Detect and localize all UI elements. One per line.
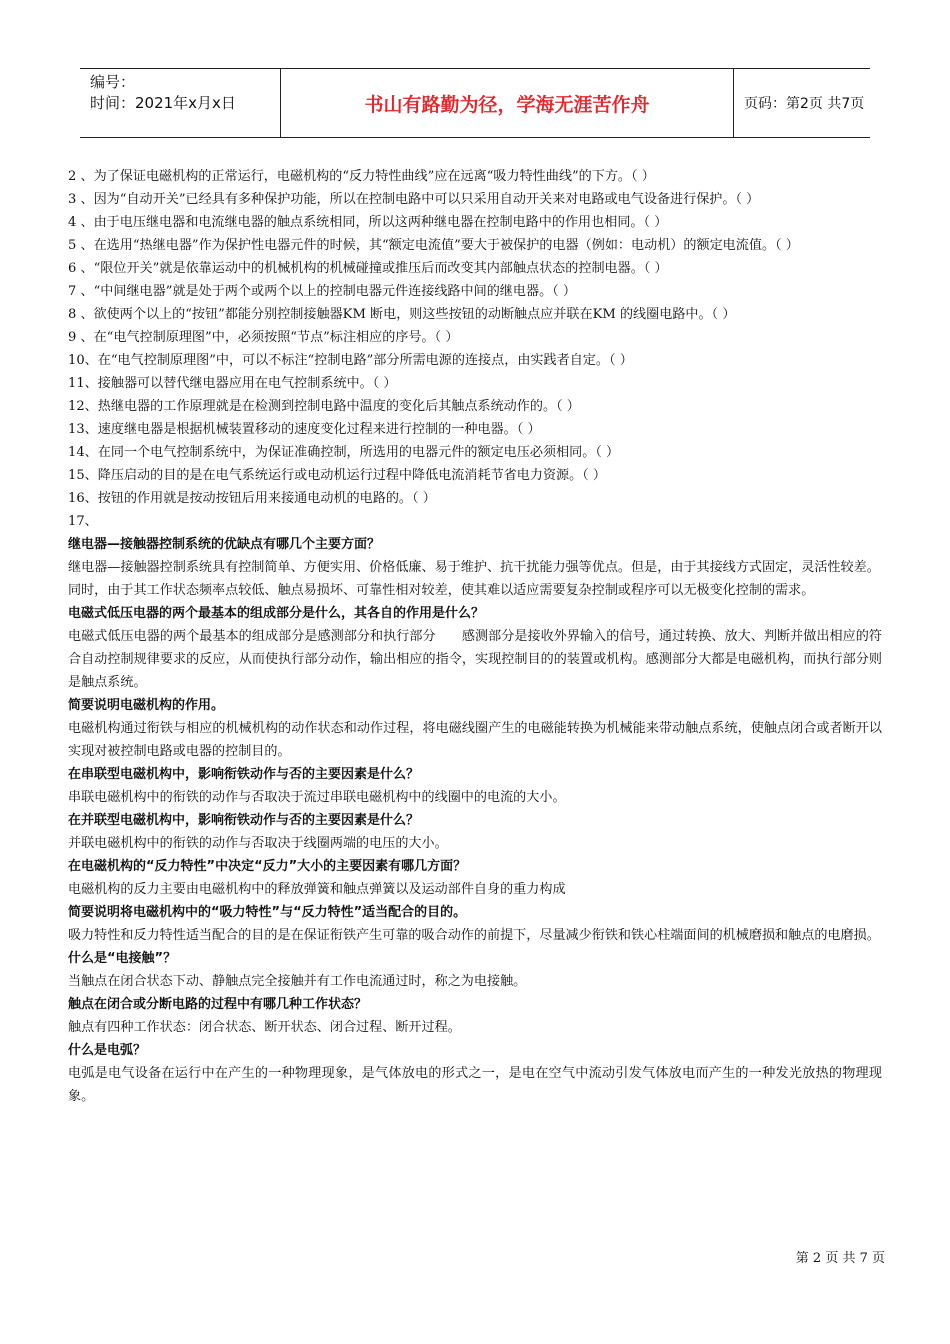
statement-5: 5 、在选用“热继电器”作为保护性电器元件的时候，其“额定电流值”要大于被保护的电器（例如：电动机）的额定电流值。（ ）: [68, 238, 799, 253]
question-heading: 什么是电弧？: [68, 1043, 147, 1058]
statement-6: 6 、“限位开关”就是依靠运动中的机械机构的机械碰撞或推压后而改变其内部触点状态的控制电器。（ ）: [68, 261, 668, 276]
answer-paragraph: 吸力特性和反力特性适当配合的目的是在保证衔铁产生可靠的吸合动作的前提下，尽量减少衔铁和铁心柱端面间的机械磨损和触点的电磨损。: [68, 928, 880, 943]
answer-paragraph: 电磁机构通过衔铁与相应的机械机构的动作状态和动作过程，将电磁线圈产生的电磁能转换为机械能来带动触点系统，使触点闭合或者断开以实现对被控制电路或电器的控制目的。: [68, 721, 882, 759]
answer-paragraph: 当触点在闭合状态下动、静触点完全接触并有工作电流通过时，称之为电接触。: [68, 974, 527, 989]
answer-paragraph: 同时，由于其工作状态频率点较低、触点易损坏、可靠性相对较差，使其难以适应需要复杂控制或程序可以无极变化控制的需求。: [68, 583, 815, 598]
statement-12: 12、热继电器的工作原理就是在检测到控制电路中温度的变化后其触点系统动作的。（ ）: [68, 399, 580, 414]
document-body: [68, 165, 882, 1108]
header-motto: 书山有路勤为径，学海无涯苦作舟: [280, 69, 734, 137]
question-heading: 在电磁机构的“反力特性”中决定“反力”大小的主要因素有哪几方面？: [68, 859, 467, 874]
document-time-label: 时间：2021年x月x日: [90, 94, 236, 112]
statement-7: 7 、“中间继电器”就是处于两个或两个以上的控制电器元件连接线路中间的继电器。（ ）: [68, 284, 576, 299]
question-heading: 触点在闭合或分断电路的过程中有哪几种工作状态？: [68, 997, 368, 1012]
statement-9: 9 、在“电气控制原理图”中，必须按照“节点”标注相应的序号。（ ）: [68, 330, 459, 345]
statement-17: 17、: [68, 514, 98, 529]
question-heading: 在并联型电磁机构中，影响衔铁动作与否的主要因素是什么？: [68, 813, 420, 828]
header-page-label: 页码：第2页 共7页: [744, 96, 865, 112]
answer-paragraph: 触点有四种工作状态：闭合状态、断开状态、闭合过程、断开过程。: [68, 1020, 461, 1035]
statement-3: 3 、因为“自动开关”已经具有多种保护功能，所以在控制电路中可以只采用自动开关来对电路或电气设备进行保护。（ ）: [68, 192, 760, 207]
statement-14: 14、在同一个电气控制系统中，为保证准确控制，所选用的电器元件的额定电压必须相同。（ ）: [68, 445, 620, 460]
answer-paragraph: 电磁式低压电器的两个最基本的组成部分是感测部分和执行部分 感测部分是接收外界输入的信号，通过转换、放大、判断并做出相应的符合自动控制规律要求的反应，从而使执行部分动作，输出相应的指令，实现控制目的的装置或机构。感测部分大都是电磁机构，而执行部分则是触点系统。: [68, 629, 882, 690]
question-heading: 简要说明电磁机构的作用。: [68, 698, 225, 713]
statement-4: 4 、由于电压继电器和电流继电器的触点系统相同，所以这两种继电器在控制电路中的作用也相同。（ ）: [68, 215, 668, 230]
answer-paragraph: 电弧是电气设备在运行中在产生的一种物理现象，是气体放电的形式之一，是电在空气中流动引发气体放电而产生的一种发光放热的物理现象。: [68, 1066, 882, 1104]
statement-11: 11、接触器可以替代继电器应用在电气控制系统中。（ ）: [68, 376, 397, 391]
statement-8: 8 、欲使两个以上的“按钮”都能分别控制接触器KM 断电，则这些按钮的动断触点应并联在KM 的线圈电路中。（ ）: [68, 307, 736, 322]
question-heading: 在串联型电磁机构中，影响衔铁动作与否的主要因素是什么？: [68, 767, 420, 782]
question-heading: 什么是“电接触”？: [68, 951, 177, 966]
question-heading: 简要说明将电磁机构中的“吸力特性”与“反力特性”适当配合的目的。: [68, 905, 467, 920]
answer-paragraph: 并联电磁机构中的衔铁的动作与否取决于线圈两端的电压的大小。: [68, 836, 448, 851]
question-heading: 继电器—接触器控制系统的优缺点有哪几个主要方面？: [68, 537, 381, 552]
statement-16: 16、按钮的作用就是按动按钮后用来接通电动机的电路的。（ ）: [68, 491, 436, 506]
statement-13: 13、速度继电器是根据机械装置移动的速度变化过程来进行控制的一种电器。（ ）: [68, 422, 541, 437]
answer-paragraph: 串联电磁机构中的衔铁的动作与否取决于流过串联电磁机构中的线圈中的电流的大小。: [68, 790, 566, 805]
page-footer: 第 2 页 共 7 页: [795, 1251, 885, 1266]
header-meta: [80, 69, 280, 137]
question-heading: 电磁式低压电器的两个最基本的组成部分是什么，其各自的作用是什么？: [68, 606, 485, 621]
statement-15: 15、降压启动的目的是在电气系统运行或电动机运行过程中降低电流消耗节省电力资源。（ ）: [68, 468, 607, 483]
statement-10: 10、在“电气控制原理图”中，可以不标注“控制电路”部分所需电源的连接点，由实践者自定。（ ）: [68, 353, 633, 368]
page-header: [80, 68, 870, 138]
statement-2: 2 、为了保证电磁机构的正常运行，电磁机构的“反力特性曲线”应在远离“吸力特性曲线”的下方。（ ）: [68, 169, 655, 184]
answer-paragraph: 电磁机构的反力主要由电磁机构中的释放弹簧和触点弹簧以及运动部件自身的重力构成: [68, 882, 566, 897]
answer-paragraph: 继电器—接触器控制系统具有控制简单、方便实用、价格低廉、易于维护、抗干扰能力强等优点。但是，由于其接线方式固定，灵活性较差。: [68, 560, 880, 575]
document-number-label: 编号：: [90, 73, 136, 91]
